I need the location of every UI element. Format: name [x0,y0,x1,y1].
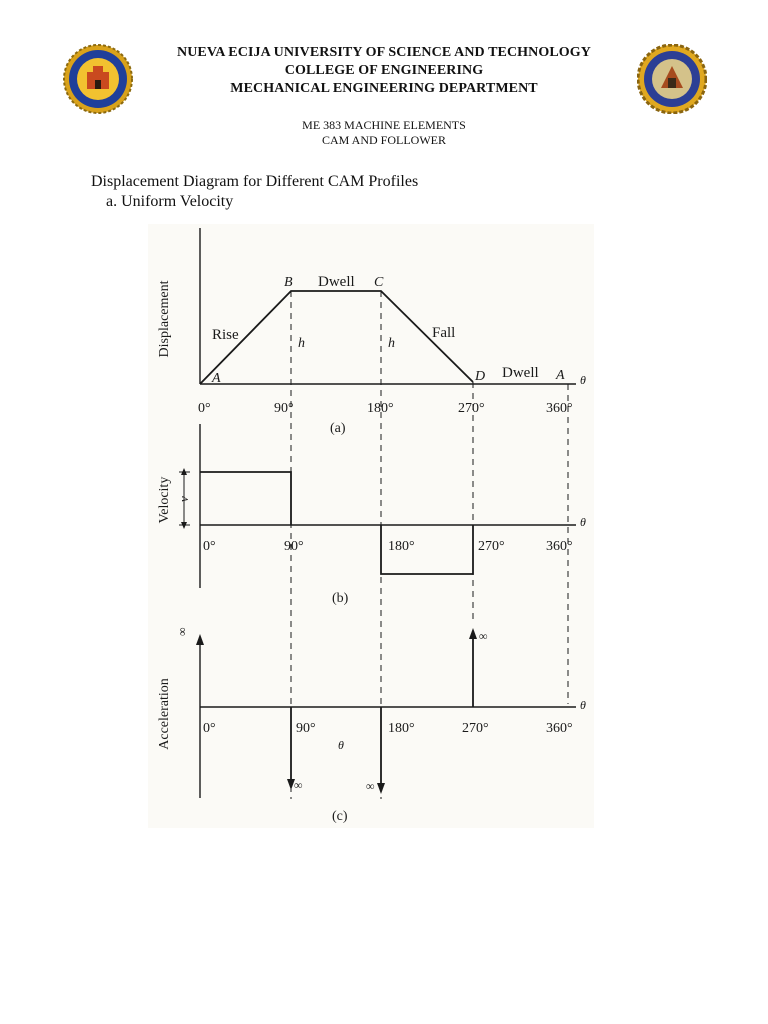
point-a-end-label: A [556,368,565,383]
caption-b: (b) [332,591,349,606]
list-item-uniform-velocity: a. Uniform Velocity [106,193,234,210]
impulse-180-arrow [377,783,385,794]
tick-90-c: 90° [296,721,316,736]
section-title: Displacement Diagram for Different CAM Profiles [91,173,419,190]
h-left-label: h [298,336,305,351]
college-name: COLLEGE OF ENGINEERING [284,63,484,78]
theta-a: θ [580,373,586,387]
velocity-axis-label: Velocity [157,476,172,524]
acceleration-axis-label: Acceleration [157,678,172,750]
infinity-0: ∞ [175,627,189,636]
university-name: NUEVA ECIJA UNIVERSITY OF SCIENCE AND TECHNOLOGY [177,45,591,60]
tick-180-c: 180° [388,721,415,736]
point-d-label: D [475,369,486,384]
theta-c-mid: θ [338,738,344,752]
infinity-270: ∞ [479,629,488,643]
point-b-label: B [284,275,293,290]
fall-label: Fall [432,325,456,341]
dwell-top-label: Dwell [318,274,355,290]
tick-90-a: 90° [274,401,294,416]
tick-270-a: 270° [458,401,485,416]
rise-label: Rise [212,327,239,343]
tick-360-a: 360° [546,401,573,416]
tick-360-c: 360° [546,721,573,736]
theta-c: θ [580,698,586,712]
point-a-label: A [212,371,221,386]
tick-0-c: 0° [203,721,216,736]
course-topic: CAM AND FOLLOWER [321,133,446,147]
point-c-label: C [374,275,384,290]
department-name: MECHANICAL ENGINEERING DEPARTMENT [230,81,538,96]
tick-360-b: 360° [546,539,573,554]
tick-180-a: 180° [367,401,394,416]
displacement-axis-label: Displacement [157,280,172,358]
infinity-90: ∞ [294,778,303,792]
h-right-label: h [388,336,395,351]
dwell-bottom-label: Dwell [502,365,539,381]
tick-270-b: 270° [478,539,505,554]
cam-displacement-diagram [148,224,594,828]
tick-90-b: 90° [284,539,304,554]
tick-180-b: 180° [388,539,415,554]
course-title: ME 383 MACHINE ELEMENTS [302,118,466,132]
tick-0-b: 0° [203,539,216,554]
caption-c: (c) [332,809,348,824]
impulse-0-arrow [196,634,204,645]
diagram-svg [148,224,594,828]
tick-270-c: 270° [462,721,489,736]
caption-a: (a) [330,421,346,436]
theta-b: θ [580,515,586,529]
course-info [0,118,768,148]
tick-0-a: 0° [198,401,211,416]
impulse-270-arrow [469,628,477,639]
document-header [0,44,768,98]
v-label: v [176,496,191,502]
velocity-positive-step [200,472,291,525]
infinity-180: ∞ [366,779,375,793]
